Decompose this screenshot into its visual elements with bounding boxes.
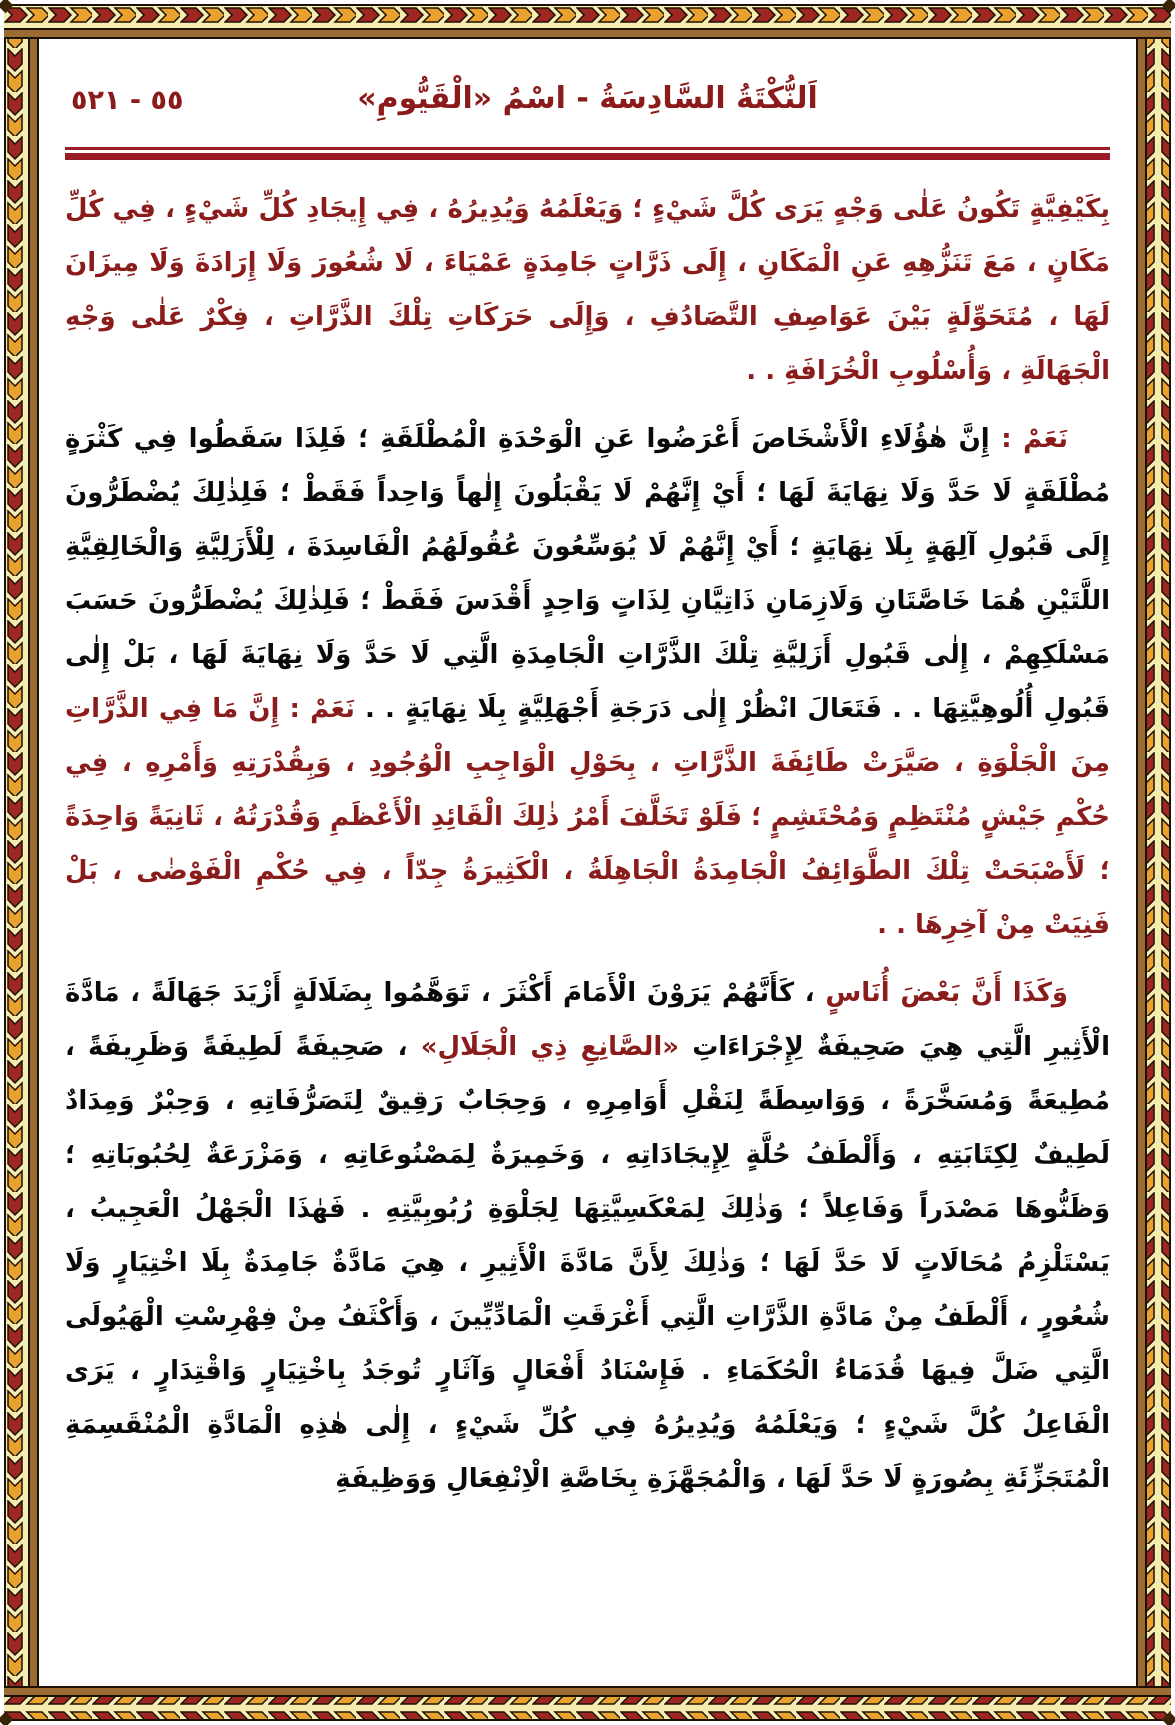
border-right-ornament (1136, 4, 1171, 1721)
page-title: اَلنُّكْتَةُ السَّادِسَةُ - اسْمُ «الْقَيُّومِ» (357, 81, 818, 116)
text-segment: بِكَيْفِيَّةٍ تَكُونُ عَلٰى وَجْهٍ يَرَى كُلَّ شَيْءٍ ؛ وَيَعْلَمُهُ وَيُدِيرُهُ ، فِي إِيجَادِ كُلِّ شَيْءٍ ، فِي كُلِّ مَكَانٍ ، مَعَ تَنَزُّهِهِ عَنِ الْمَكَانِ ، إِلَى ذَرَّاتٍ جَامِدَةٍ عَمْيَاءَ ، لَا شُعُورَ وَلَا إِرَادَةَ وَلَا مِيزَانَ لَهَا ، مُتَحَوِّلَةٍ بَيْنَ عَوَاصِفِ التَّصَادُفِ ، وَإِلَى حَرَكَاتِ تِلْكَ الذَّرَّاتِ ، فِكْرٌ عَلٰى وَجْهِ الْجَهَالَةِ ، وَأُسْلُوبِ الْخُرَافَةِ . . (65, 194, 1110, 386)
text-segment: ، كَأَنَّهُمْ يَرَوْنَ الْأَمَامَ أَكْثَرَ ، تَوَهَّمُوا بِضَلَالَةٍ أَزْيَدَ جَهَالَةً ، مَادَّةَ الْأَثِيرِ الَّتِي هِيَ صَحِيفَةٌ لِإِجْرَاءَاتِ (65, 978, 1110, 1062)
paragraph (65, 412, 1110, 952)
text-segment: نَعَمْ : (989, 424, 1068, 454)
page-header (65, 39, 1110, 147)
text-segment: ، صَحِيفَةً لَطِيفَةً وَظَرِيفَةً ، مُطِيعَةً وَمُسَخَّرَةً ، وَوَاسِطَةً لِنَقْلِ أَوَامِرِهِ ، وَحِجَابٌ رَقِيقٌ لِتَصَرُّفَاتِهِ ، وَحِبْرٌ وَمِدَادٌ لَطِيفٌ لِكِتَابَتِهِ ، وَأَلْطَفُ حُلَّةٍ لِإِيجَادَاتِهِ ، وَخَمِيرَةٌ لِمَصْنُوعَاتِهِ ، وَمَزْرَعَةٌ لِحُبُوبَاتِهِ ؛ وَظَنُّوهَا مَصْدَراً وَفَاعِلاً ؛ وَذٰلِكَ لِمَعْكَسِيَّتِهَا لِجَلْوَةِ رُبُوبِيَّتِهِ . فَهٰذَا الْجَهْلُ الْعَجِيبُ ، يَسْتَلْزِمُ مُحَالَاتٍ لَا حَدَّ لَهَا ؛ وَذٰلِكَ لِأَنَّ مَادَّةَ الْأَثِيرِ ، هِيَ مَادَّةٌ جَامِدَةٌ بِلَا اخْتِيَارٍ وَلَا شُعُورٍ ، أَلْطَفُ مِنْ مَادَّةِ الذَّرَّاتِ الَّتِي أَغْرَقَتِ الْمَادِّيِّينَ ، وَأَكْثَفُ مِنْ فِهْرِسْتِ الْهَيُولَى الَّتِي ضَلَّ فِيهَا قُدَمَاءُ الْحُكَمَاءِ . فَإِسْنَادُ أَفْعَالٍ وَآثَارٍ تُوجَدُ بِاخْتِيَارٍ وَاقْتِدَارٍ ، يَرَى الْفَاعِلُ كُلَّ شَيْءٍ ؛ وَيَعْلَمُهُ وَيُدِيرُهُ فِي كُلِّ شَيْءٍ ، إِلٰى هٰذِهِ الْمَادَّةِ الْمُنْقَسِمَةِ الْمُتَجَزِّئَةِ بِصُورَةٍ لَا حَدَّ لَهَا ، وَالْمُجَهَّزَةِ بِخَاصَّةِ الْاِنْفِعَالِ وَوَظِيفَةِ (65, 1032, 1110, 1494)
text-segment: وَكَذَا أَنَّ بَعْضَ أُنَاسٍ (825, 978, 1068, 1008)
text-segment: نَعَمْ : إِنَّ مَا فِي الذَّرَّاتِ مِنَ الْجَلْوَةِ ، صَيَّرَتْ طَائِفَةَ الذَّرَّاتِ ، بِحَوْلِ الْوَاجِبِ الْوُجُودِ ، وَبِقُدْرَتِهِ وَأَمْرِهِ ، فِي حُكْمِ جَيْشٍ مُنْتَظِمٍ وَمُحْتَشِمٍ ؛ فَلَوْ تَخَلَّفَ أَمْرُ ذٰلِكَ الْقَائِدِ الْأَعْظَمِ وَقُدْرَتُهُ ، ثَانِيَةً وَاحِدَةً ؛ لَأَصْبَحَتْ تِلْكَ الطَّوَائِفُ الْجَامِدَةُ الْجَاهِلَةُ ، الْكَثِيرَةُ جِدّاً ، فِي حُكْمِ الْفَوْضٰى ، بَلْ فَنِيَتْ مِنْ آخِرِهَا . . (65, 694, 1110, 940)
border-top-ornament (4, 4, 1171, 39)
page-content (39, 39, 1136, 1686)
paragraph (65, 966, 1110, 1506)
border-left-ornament (4, 4, 39, 1721)
text-segment: «الصَّانِعِ ذِي الْجَلَالِ» (420, 1032, 680, 1062)
paragraph (65, 182, 1110, 398)
text-segment: إِنَّ هٰؤُلَاءِ الْأَشْخَاصَ أَعْرَضُوا عَنِ الْوَحْدَةِ الْمُطْلَقَةِ ؛ فَلِذَا سَقَطُوا فِي كَثْرَةٍ مُطْلَقَةٍ لَا حَدَّ وَلَا نِهَايَةَ لَهَا ؛ أَيْ إِنَّهُمْ لَا يَقْبَلُونَ إِلٰهاً وَاحِداً فَقَطْ ؛ فَلِذٰلِكَ يُضْطَرُّونَ إِلَى قَبُولِ آلِهَةٍ بِلَا نِهَايَةٍ ؛ أَيْ إِنَّهُمْ لَا يُوَسِّعُونَ عُقُولَهُمُ الْفَاسِدَةَ ، لِلْأَزَلِيَّةِ وَالْخَالِقِيَّةِ اللَّتَيْنِ هُمَا خَاصَّتَانِ وَلَازِمَانِ ذَاتِيَّانِ لِذَاتٍ وَاحِدٍ أَقْدَسَ فَقَطْ ؛ فَلِذٰلِكَ يُضْطَرُّونَ حَسَبَ مَسْلَكِهِمْ ، إِلٰى قَبُولِ أَزَلِيَّةِ تِلْكَ الذَّرَّاتِ الْجَامِدَةِ الَّتِي لَا حَدَّ وَلَا نِهَايَةَ لَهَا ، بَلْ إِلٰى قَبُولِ أُلُوهِيَّتِهَا . . فَتَعَالَ انْظُرْ إِلٰى دَرَجَةِ أَجْهَلِيَّةٍ بِلَا نِهَايَةٍ . . (65, 424, 1110, 724)
header-divider-thick (65, 153, 1110, 160)
border-bottom-ornament (4, 1686, 1171, 1721)
body-text (65, 182, 1110, 1506)
page-number: ٥٥ - ٥٢١ (71, 85, 184, 116)
